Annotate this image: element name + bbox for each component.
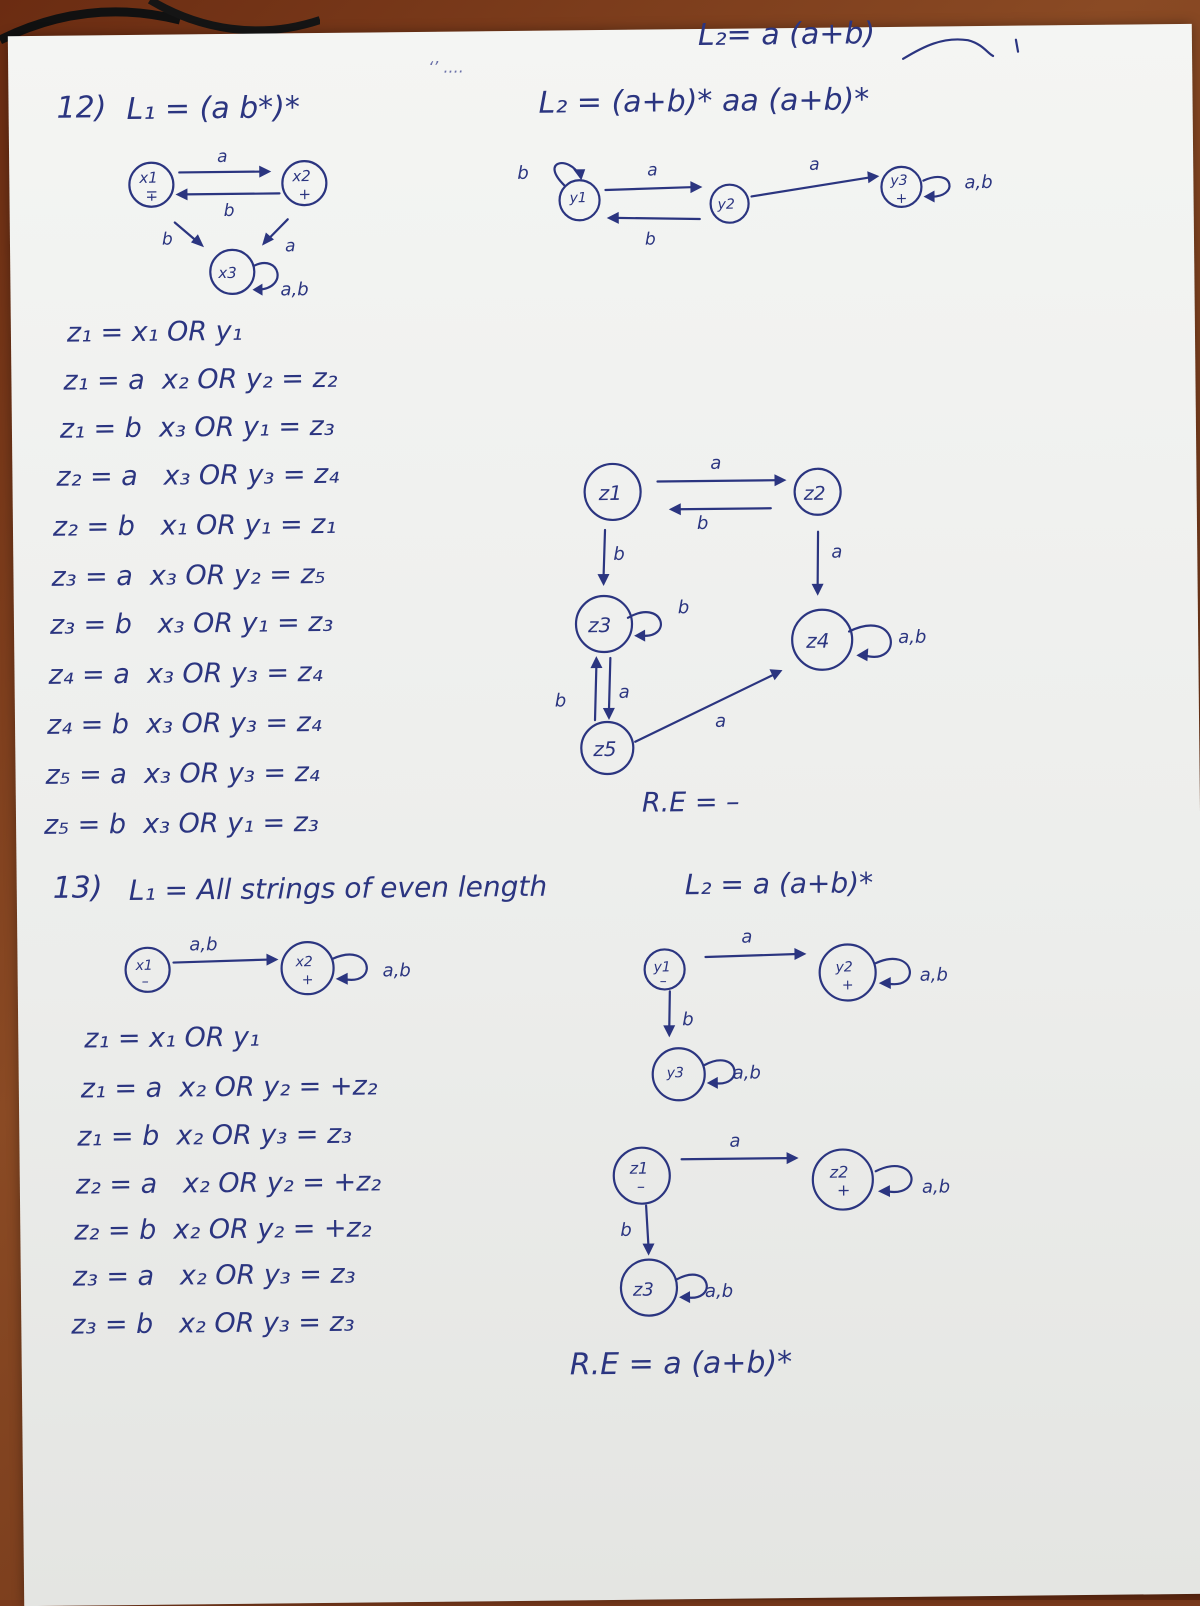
edge-q13-z1-z2-label: a xyxy=(729,1130,741,1152)
edge-x1-x3-label: b xyxy=(161,229,173,250)
state-q13-z1 xyxy=(613,1147,670,1204)
loop-z3-label: b xyxy=(677,597,690,619)
state-z1-label: z1 xyxy=(598,480,622,506)
q13-z-fsa xyxy=(8,24,1200,1336)
loop-q13-y2-label: a,b xyxy=(919,964,948,986)
q12-eq-3: z₁ = b x₃ OR y₁ = z₃ xyxy=(59,410,335,445)
edge-y2-y3-label: a xyxy=(809,154,820,175)
state-q13-y1-label: y1 xyxy=(653,959,671,976)
loop-z4-label: a,b xyxy=(898,626,927,648)
q12-eq-2: z₁ = a x₂ OR y₂ = z₂ xyxy=(63,362,338,397)
state-y2-label: y2 xyxy=(717,196,735,213)
edge-x2-x3-label: a xyxy=(284,236,296,257)
q12-re: R.E = – xyxy=(641,786,740,819)
loop-y3-label: a,b xyxy=(964,171,993,194)
edge-q13-z1-z3-label: b xyxy=(620,1219,632,1241)
edge-z5-z4-label: a xyxy=(714,710,727,732)
loop-q13-z3-label: a,b xyxy=(704,1280,734,1303)
state-x1-label: x1 xyxy=(139,168,158,187)
edge-z1-z2-label: a xyxy=(710,452,722,474)
q12-eq-10: z₅ = a x₃ OR y₃ = z₄ xyxy=(45,757,320,791)
q12-eq-11: z₅ = b x₃ OR y₁ = z₃ xyxy=(43,807,319,841)
loop-x3-label: a,b xyxy=(280,279,309,301)
q13-eq-5: z₂ = b x₂ OR y₂ = +z₂ xyxy=(74,1212,372,1247)
loop-q13-x2-label: a,b xyxy=(382,960,411,982)
state-z4-label: z4 xyxy=(806,628,830,653)
edge-z2-z4-label: a xyxy=(831,541,843,563)
state-q13-z3 xyxy=(621,1259,678,1316)
state-q13-z2-mark: + xyxy=(836,1180,851,1200)
q13-eq-7: z₃ = b x₂ OR y₃ = z₃ xyxy=(71,1306,355,1341)
state-q13-y2-label: y2 xyxy=(835,959,853,976)
q13-eq-2: z₁ = a x₂ OR y₂ = +z₂ xyxy=(80,1070,378,1105)
state-y3-mark: + xyxy=(895,190,908,207)
state-q13-z2-label: z2 xyxy=(829,1162,849,1182)
q13-re: R.E = a (a+b)* xyxy=(569,1345,793,1383)
state-q13-x2-label: x2 xyxy=(295,954,313,971)
state-q13-z1-mark: – xyxy=(636,1176,645,1196)
notebook-page xyxy=(8,16,1200,1606)
edge-z5-z3-label: b xyxy=(554,690,567,712)
edge-x2-x1-label: b xyxy=(223,200,235,221)
q12-l1: L₁ = (a b*)* xyxy=(126,90,301,128)
state-x2-mark: + xyxy=(298,185,312,204)
q12-eq-6: z₃ = a x₃ OR y₂ = z₅ xyxy=(51,558,326,593)
state-y3-label: y3 xyxy=(890,172,908,190)
state-q13-x1-label: x1 xyxy=(135,957,153,974)
edge-q13-y1-y2-label: a xyxy=(741,926,753,948)
q13-eq-1: z₁ = x₁ OR y₁ xyxy=(84,1021,261,1055)
state-x3-label: x3 xyxy=(218,263,237,283)
edge-z3-z5-label: a xyxy=(618,681,630,703)
state-q13-y2-mark: + xyxy=(841,977,854,994)
loop-q13-y3-label: a,b xyxy=(732,1062,762,1084)
q12-eq-8: z₄ = a x₃ OR y₃ = z₄ xyxy=(48,656,323,691)
q13-eq-4: z₂ = a x₂ OR y₂ = +z₂ xyxy=(75,1166,382,1201)
state-z5-label: z5 xyxy=(593,736,617,762)
q12-eq-7: z₃ = b x₃ OR y₁ = z₃ xyxy=(49,606,334,641)
state-q13-z3-label: z3 xyxy=(632,1279,654,1301)
state-z3-label: z3 xyxy=(587,612,612,638)
state-z2-label: z2 xyxy=(803,482,826,505)
state-x1-mark: ∓ xyxy=(145,186,159,205)
q13-l2: L₂ = a (a+b)* xyxy=(684,866,874,902)
q13-l1: L₁ = All strings of even length xyxy=(128,869,548,908)
q12-eq-1: z₁ = x₁ OR y₁ xyxy=(66,315,243,349)
q12-eq-9: z₄ = b x₃ OR y₃ = z₄ xyxy=(46,706,322,741)
q12-eq-5: z₂ = b x₁ OR y₁ = z₁ xyxy=(52,508,337,543)
q13-number: 13) xyxy=(52,870,103,906)
faint-scribble: ‘’ .... xyxy=(428,57,464,77)
loop-q13-z2-label: a,b xyxy=(921,1176,951,1198)
q13-eq-3: z₁ = b x₂ OR y₃ = z₃ xyxy=(77,1118,353,1153)
edge-x1-x2-label: a xyxy=(216,146,228,168)
edge-y2-y1-label: b xyxy=(644,229,656,250)
q12-eq-4: z₂ = a x₃ OR y₃ = z₄ xyxy=(56,458,340,493)
state-q13-z1-label: z1 xyxy=(629,1158,649,1178)
top-l2-partial: L₂= a (a+b) xyxy=(697,16,876,54)
state-q13-x1-mark: – xyxy=(141,973,149,990)
q13-eq-6: z₃ = a x₂ OR y₃ = z₃ xyxy=(72,1258,356,1293)
edge-z1-z3-label: b xyxy=(613,543,625,565)
loop-y1-label: b xyxy=(517,162,529,184)
state-y1-label: y1 xyxy=(569,190,587,207)
edge-y1-y2-label: a xyxy=(647,160,658,181)
edge-z2-z1-label: b xyxy=(696,512,709,535)
q12-number: 12) xyxy=(56,90,107,126)
state-q13-x2-mark: + xyxy=(301,972,314,989)
edge-q13-x1-x2-label: a,b xyxy=(189,934,218,956)
state-q13-z2 xyxy=(813,1149,874,1210)
state-x2-label: x2 xyxy=(292,167,311,186)
q12-l2: L₂ = (a+b)* aa (a+b)* xyxy=(538,82,870,121)
edge-q13-y1-y3-label: b xyxy=(682,1009,694,1031)
state-q13-y1-mark: – xyxy=(659,973,667,990)
state-q13-y3-label: y3 xyxy=(666,1065,684,1082)
